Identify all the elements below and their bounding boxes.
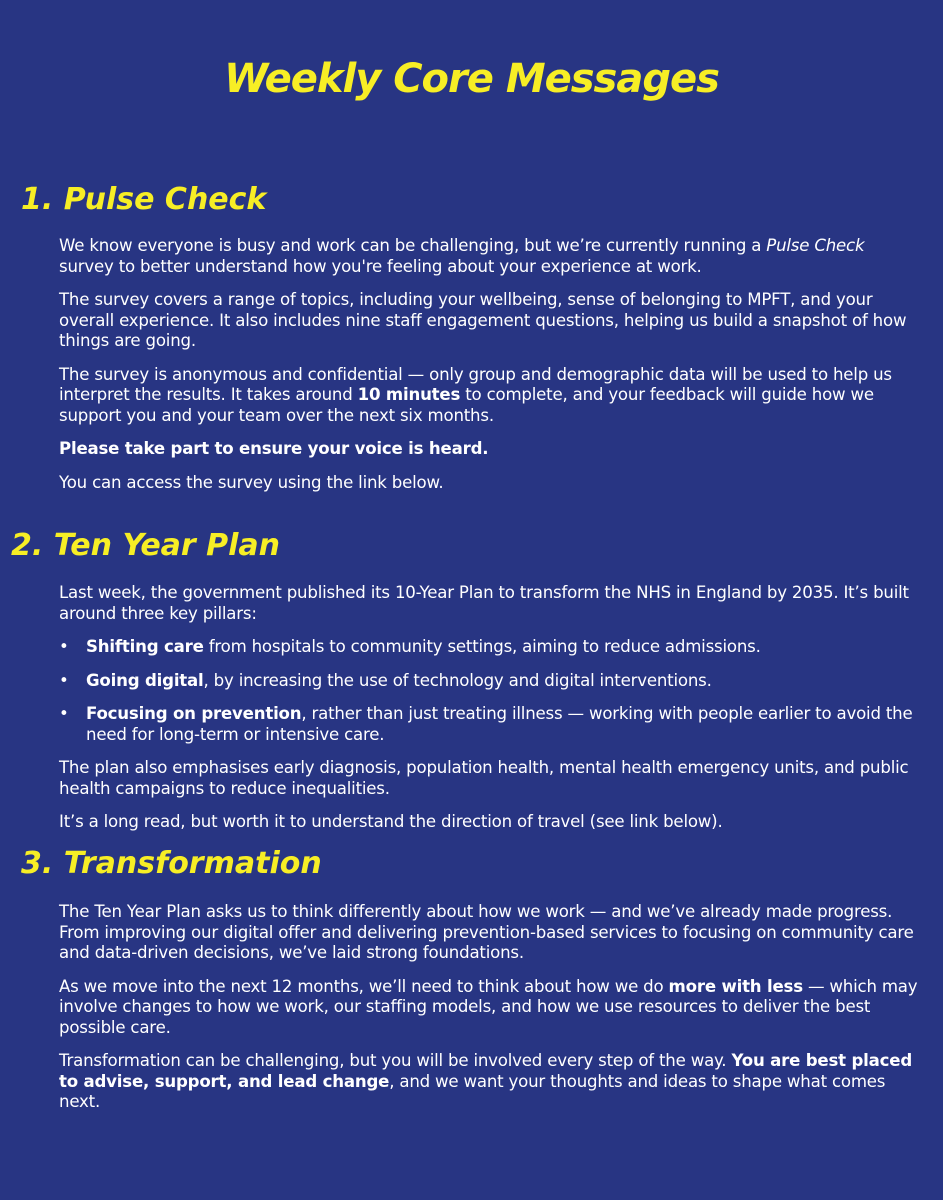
- section-heading-ten-year-plan: 2. Ten Year Plan: [11, 528, 281, 563]
- call-to-action: Please take part to ensure your voice is heard.: [59, 439, 489, 458]
- section-body-ten-year-plan: [59, 583, 921, 846]
- bullet-icon: •: [59, 704, 69, 723]
- list-item: • Shifting care from hospitals to community settings, aiming to reduce admissions.: [59, 637, 761, 656]
- section-heading-pulse-check: 1. Pulse Check: [21, 182, 267, 217]
- list-item: • Going digital, by increasing the use of technology and digital interventions.: [59, 670, 712, 690]
- emphasis-text: Pulse Check: [766, 236, 865, 255]
- page-title: Weekly Core Messages: [224, 56, 719, 102]
- bold-text: 10 minutes: [357, 385, 461, 404]
- bold-text: more with less: [668, 976, 803, 996]
- section-body-transformation: [59, 902, 921, 1126]
- bold-text: You are best placed to advise, support, and lead change: [59, 1051, 912, 1091]
- paragraph: The survey is anonymous and confidential — only group and demographic data will be used to help us interpret the results. It takes around 10 minutes to complete, and your feedback will guide how we support you and your team over the next six months.: [59, 364, 892, 425]
- bullet-icon: •: [59, 637, 69, 656]
- paragraph: Last week, the government published its 10-Year Plan to transform the NHS in England by 2035. It’s built around three key pillars:: [59, 583, 909, 623]
- section-body-pulse-check: [59, 236, 921, 506]
- paragraph: The Ten Year Plan asks us to think differently about how we work — and we’ve already made progress. From improving our digital offer and delivering prevention-based services to focusing on community care and data-driven decisions, we’ve laid strong foundations.: [59, 902, 914, 962]
- bullet-icon: •: [59, 670, 69, 690]
- paragraph: As we move into the next 12 months, we’ll need to think about how we do more with less — which may involve changes to how we work, our staffing models, and how we use resources to deliver the best possible care.: [59, 976, 918, 1037]
- paragraph: We know everyone is busy and work can be challenging, but we’re currently running a Pulse Check survey to better understand how you're feeling about your experience at work.: [59, 236, 865, 276]
- paragraph: You can access the survey using the link below.: [59, 472, 444, 492]
- paragraph: Transformation can be challenging, but you will be involved every step of the way. You are best placed to advise, support, and lead change, and we want your thoughts and ideas to shape what comes next.: [59, 1051, 912, 1111]
- paragraph: It’s a long read, but worth it to understand the direction of travel (see link below).: [59, 812, 723, 831]
- list-item: • Focusing on prevention, rather than just treating illness — working with people earlier to avoid the need for long-term or intensive care.: [59, 704, 913, 744]
- section-heading-transformation: 3. Transformation: [21, 846, 322, 881]
- pillars-list: [59, 637, 921, 745]
- paragraph: The plan also emphasises early diagnosis, population health, mental health emergency units, and public health campaigns to reduce inequalities.: [59, 758, 909, 798]
- paragraph: The survey covers a range of topics, including your wellbeing, sense of belonging to MPFT, and your overall experience. It also includes nine staff engagement questions, helping us build a snapshot of how things are going.: [59, 290, 907, 350]
